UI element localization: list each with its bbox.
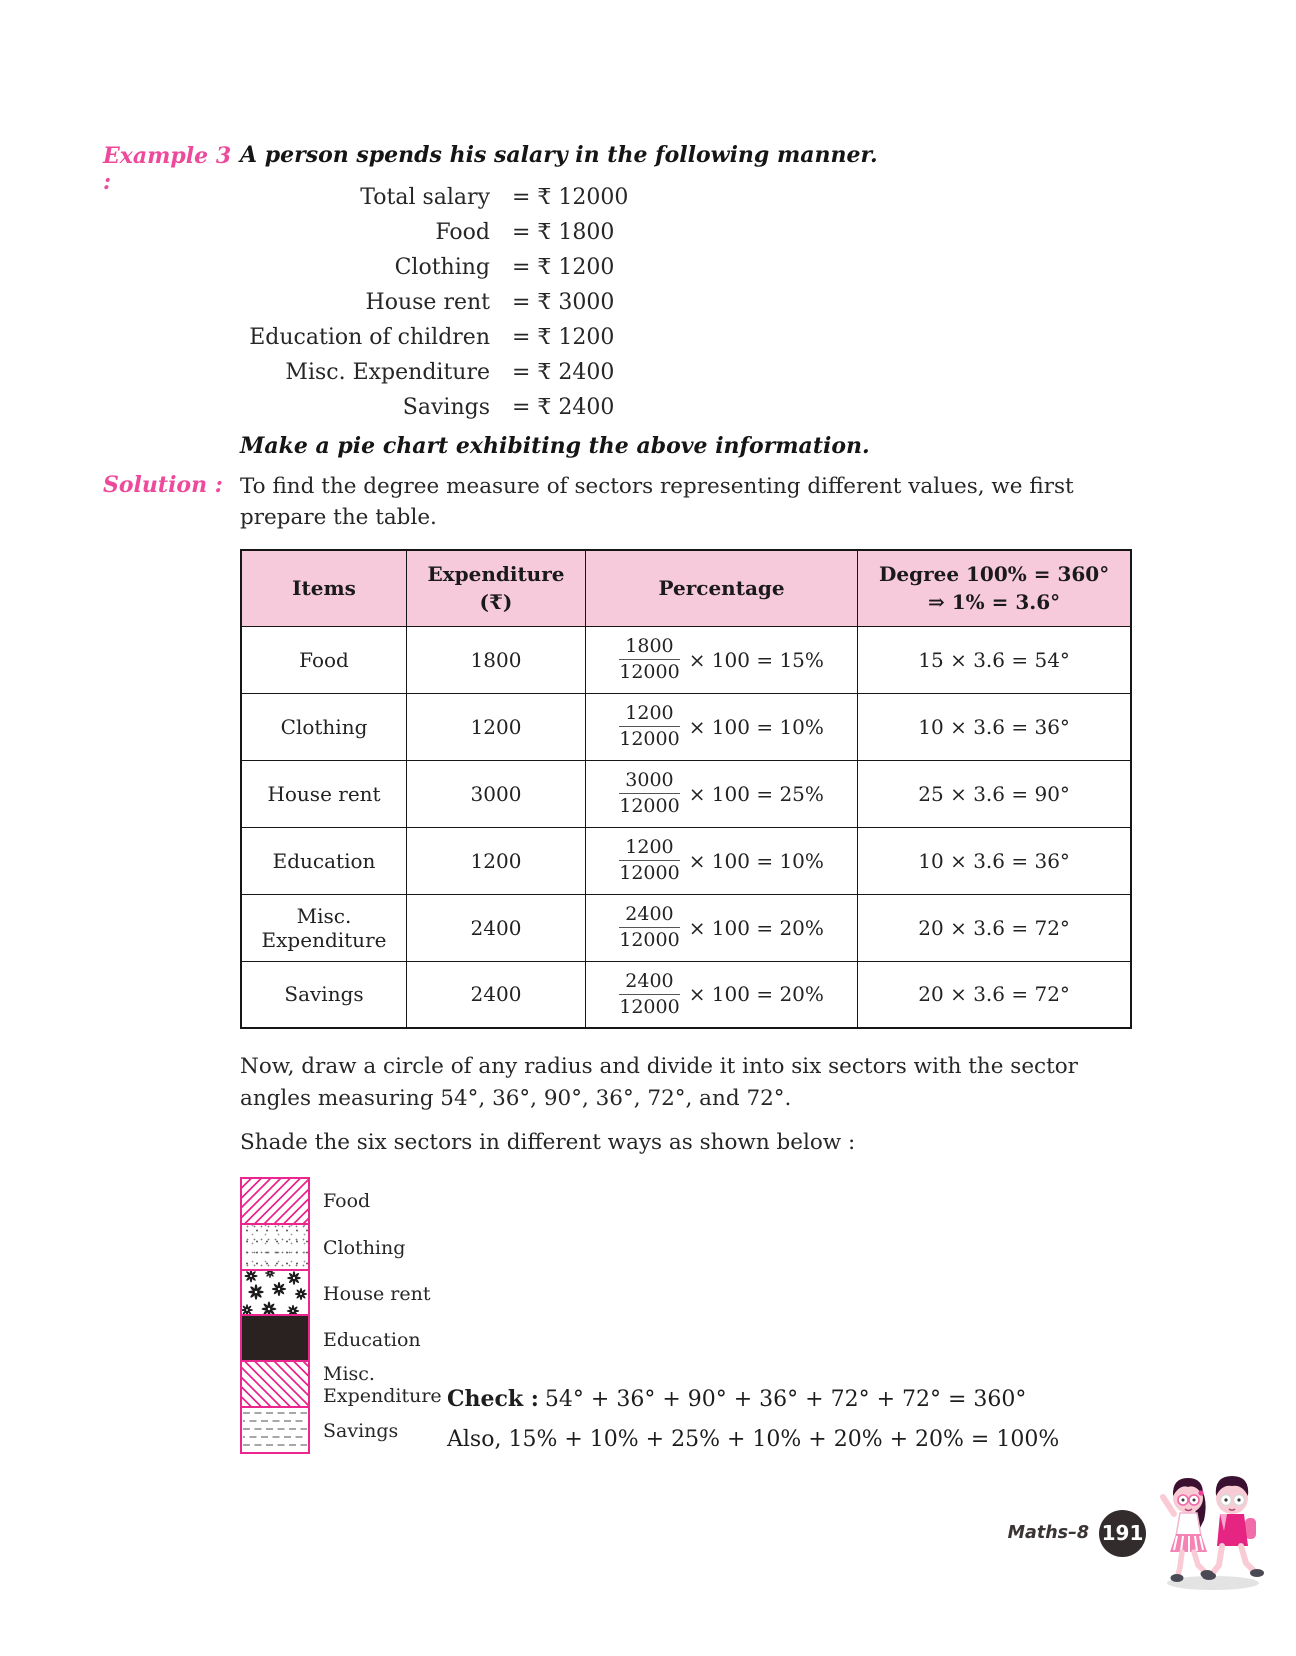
- table-row: [241, 827, 1131, 894]
- salary-item-label: Education of children: [249, 325, 490, 350]
- page-content: [103, 142, 1173, 1454]
- boy-figure: [1202, 1476, 1264, 1580]
- cell-item: Misc. Expenditure: [241, 894, 407, 961]
- shade-sectors-paragraph: Shade the six sectors in different ways as shown below :: [240, 1130, 856, 1155]
- table-row: [241, 894, 1131, 961]
- cell-item: Education: [241, 827, 407, 894]
- legend-item-education: [240, 1317, 445, 1363]
- page-number-badge: 191: [1099, 1510, 1146, 1557]
- percent-expression: × 100 = 10%: [688, 714, 824, 739]
- fraction-numerator: 3000: [619, 769, 679, 794]
- cell-expenditure: 1800: [407, 626, 586, 693]
- cell-item: Savings: [241, 961, 407, 1028]
- legend-swatch-savings: [240, 1406, 310, 1454]
- fraction-denominator: 12000: [619, 728, 680, 750]
- cell-degree: 20 × 3.6 = 72°: [858, 894, 1131, 961]
- legend-item-food: [240, 1177, 445, 1225]
- legend-swatch-education: [240, 1314, 310, 1362]
- table-row: [241, 760, 1131, 827]
- solution-block: [103, 471, 1173, 1454]
- degree-table-header: [241, 550, 1131, 626]
- check-equation: 54° + 36° + 90° + 36° + 72° + 72° = 360°: [544, 1387, 1027, 1413]
- salary-item-value: = ₹ 2400: [512, 360, 615, 385]
- header-items: Items: [241, 550, 407, 626]
- fraction-numerator: 2400: [619, 970, 679, 995]
- cell-expenditure: 1200: [407, 693, 586, 760]
- percent-expression: × 100 = 15%: [688, 647, 824, 672]
- cell-expenditure: 3000: [407, 760, 586, 827]
- salary-item-value: = ₹ 1200: [512, 255, 615, 280]
- legend-and-check: [240, 1177, 1173, 1454]
- legend-label-savings: Savings: [323, 1420, 399, 1443]
- kids-illustration: [1150, 1468, 1276, 1598]
- check-equation-line: [447, 1386, 1059, 1412]
- legend-swatch-food: [240, 1177, 310, 1225]
- check-also-line: Also, 15% + 10% + 25% + 10% + 20% + 20% = 100%: [447, 1427, 1060, 1453]
- cell-degree: 15 × 3.6 = 54°: [858, 626, 1131, 693]
- cell-degree: 20 × 3.6 = 72°: [858, 961, 1131, 1028]
- table-row: [241, 961, 1131, 1028]
- legend-label-house-rent: House rent: [323, 1282, 431, 1305]
- salary-item-value: = ₹ 1200: [512, 325, 615, 350]
- cell-degree: 10 × 3.6 = 36°: [858, 693, 1131, 760]
- fraction-denominator: 12000: [619, 661, 680, 683]
- cell-percentage: [585, 827, 857, 894]
- book-title: Maths–8: [1007, 1523, 1089, 1543]
- legend-label-food: Food: [323, 1190, 371, 1212]
- header-expenditure: Expenditure (₹): [407, 550, 586, 626]
- percent-expression: × 100 = 25%: [688, 781, 824, 806]
- legend-swatch-misc-expenditure: [240, 1360, 310, 1408]
- percent-expression: × 100 = 10%: [688, 848, 824, 873]
- legend-item-misc-expenditure: [240, 1362, 445, 1408]
- check-label: Check :: [447, 1386, 539, 1413]
- salary-item-value: = ₹ 2400: [512, 395, 615, 420]
- degree-table: [240, 549, 1132, 1029]
- example-task: Make a pie chart exhibiting the above information.: [240, 433, 870, 459]
- salary-item-label: Food: [435, 220, 490, 245]
- example-statement: A person spends his salary in the following manner.: [240, 142, 878, 168]
- salary-item-label: House rent: [365, 290, 490, 315]
- cell-expenditure: 2400: [407, 961, 586, 1028]
- fraction-numerator: 1800: [619, 635, 679, 660]
- header-degree: [858, 550, 1131, 626]
- cell-percentage: [585, 760, 857, 827]
- fraction-numerator: 1200: [619, 702, 679, 727]
- fraction-denominator: 12000: [619, 929, 680, 951]
- draw-circle-paragraph: Now, draw a circle of any radius and divide it into six sectors with the sector angles measuring 54°, 36°, 90°, 36°, 72°, and 72°.: [240, 1054, 1078, 1111]
- header-degree-line2: ⇒ 1% = 3.6°: [928, 590, 1061, 615]
- salary-item-value: = ₹ 12000: [512, 185, 629, 210]
- legend-swatch-clothing: [240, 1223, 310, 1271]
- girl-figure: [1163, 1478, 1214, 1582]
- legend-swatch-house-rent: [240, 1269, 310, 1317]
- fraction-denominator: 12000: [619, 862, 680, 884]
- cell-item: Clothing: [241, 693, 407, 760]
- table-row: [241, 626, 1131, 693]
- salary-item-value: = ₹ 3000: [512, 290, 615, 315]
- cell-percentage: [585, 693, 857, 760]
- fraction-denominator: 12000: [619, 795, 680, 817]
- salary-list: [240, 180, 1173, 425]
- cell-item: House rent: [241, 760, 407, 827]
- percent-expression: × 100 = 20%: [688, 982, 824, 1007]
- page-footer: [1008, 1468, 1276, 1598]
- legend-label-clothing: Clothing: [323, 1236, 406, 1259]
- percent-expression: × 100 = 20%: [688, 915, 824, 940]
- salary-item-label: Clothing: [394, 255, 490, 280]
- legend-label-misc-expenditure: Misc. Expenditure: [323, 1363, 442, 1408]
- fraction-denominator: 12000: [619, 995, 680, 1018]
- cell-percentage: [585, 626, 857, 693]
- check-block: [447, 1177, 1059, 1454]
- example-body: [240, 142, 1173, 459]
- salary-item-label: Total salary: [360, 185, 490, 210]
- cell-degree: 25 × 3.6 = 90°: [858, 760, 1131, 827]
- pattern-legend: [240, 1177, 445, 1454]
- salary-item-label: Savings: [402, 395, 490, 420]
- cell-degree: 10 × 3.6 = 36°: [858, 827, 1131, 894]
- table-row: [241, 693, 1131, 760]
- solution-intro: To find the degree measure of sectors representing different values, we first prepare the table.: [240, 474, 1074, 530]
- legend-label-education: Education: [323, 1328, 421, 1351]
- cell-expenditure: 1200: [407, 827, 586, 894]
- legend-item-savings: [240, 1408, 445, 1454]
- salary-item-value: = ₹ 1800: [512, 220, 615, 245]
- header-percentage: Percentage: [585, 550, 857, 626]
- cell-percentage: [585, 961, 857, 1028]
- solution-body: [240, 471, 1173, 1454]
- flower-pattern-icon: [242, 1271, 308, 1315]
- fraction-numerator: 2400: [619, 903, 679, 928]
- example-label: Example 3 :: [103, 143, 232, 195]
- fraction-numerator: 1200: [619, 836, 679, 861]
- cell-expenditure: 2400: [407, 894, 586, 961]
- dashes-pattern-icon: [242, 1408, 308, 1452]
- legend-item-clothing: [240, 1225, 445, 1271]
- solution-label: Solution :: [103, 472, 223, 498]
- legend-item-house-rent: [240, 1271, 445, 1317]
- example-block: [103, 142, 1173, 459]
- salary-item-label: Misc. Expenditure: [285, 360, 490, 385]
- cell-percentage: [585, 894, 857, 961]
- header-degree-line1: Degree 100% = 360°: [879, 562, 1110, 587]
- cell-item: Food: [241, 626, 407, 693]
